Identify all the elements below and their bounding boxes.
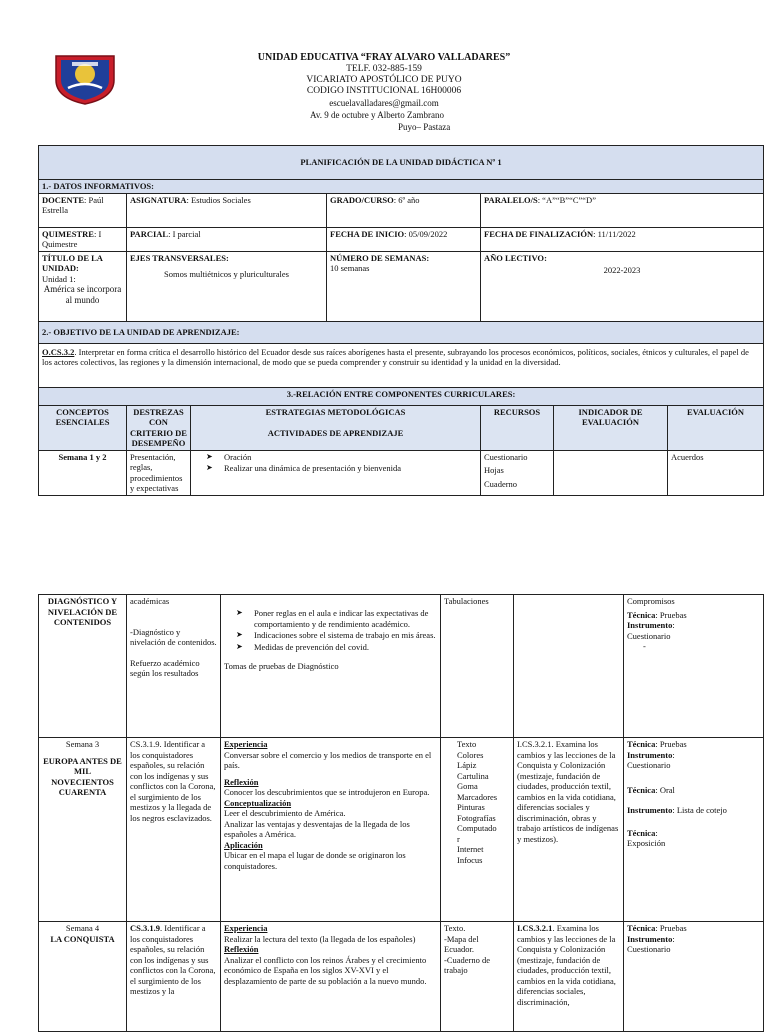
eval-text: Exposición [627,838,666,848]
section-1-label: 1.- DATOS INFORMATIVOS: [42,181,154,191]
week-3-cell [39,738,127,922]
diagnostico-text: -Diagnóstico y nivelación de contenidos. [130,626,217,647]
resource-item: Marcadores [457,791,498,802]
phase-heading: Reflexión [224,776,259,787]
week-3-recursos [441,738,514,922]
eval-label: Técnica [627,784,656,795]
titulo-unidad-label: TÍTULO DE LA UNIDAD [42,252,103,273]
resource-item: r [457,833,460,844]
resource-item: Internet [457,844,484,854]
week-3-destrezas: CS.3.1.9. Identificar a los conquistadores españoles, su relación con los indígenas y sus conflictos con la Corona, el surgimiento de los mestizos y la llegada de los negros esclavizados. [127,738,221,922]
diagnostico-destrezas [127,595,221,738]
indicator-code: I.CS.3.2.1 [517,923,553,933]
week-3-label: Semana 3 [65,739,100,749]
plan-title: PLANIFICACIÓN DE LA UNIDAD DIDÁCTICA Nº 1 [300,157,502,168]
document-header [0,0,768,140]
eval-line [627,750,760,761]
resource-item: Texto [457,739,477,749]
phase-text: Conversar sobre el comercio y los medios de transporte en el país. [224,749,432,770]
week-4-indicador [514,922,624,1032]
objective-text: . Interpretar en forma crítica el desarrollo histórico del Ecuador desde sus raíces aborígenes hasta el presente, subrayando los procesos económicos, políticos, sociales, étnicos y culturales, el papel de los actores colectivos, las regiones y la dimensión internacional, de modo que se pueda comprender y construir su identidad y la unidad en la diversidad. [42,346,749,367]
week-3-title: EUROPA ANTES DE MIL NOVECIENTOS CUARENTA [43,755,122,797]
section-3-header [39,387,764,405]
list-item: ➤ Poner reglas en el aula e indicar las expectativas de comportamiento y de rendimiento académico. [224,608,437,629]
objective-cell [39,343,764,387]
grado-value: : 6º año [393,194,420,205]
parcial-label: PARCIAL [130,228,169,239]
school-city: Puyo– Pastaza [398,122,451,132]
eval-line [627,828,760,839]
diagnostico-evaluacion [624,595,764,738]
indicator-text: . Examina los cambios y las lecciones de la Conquista y Colonización (mestizaje, fundación de ciudades, producción textil, cambios en la vida cotidiana, diferencias sociales, discriminación, [517,923,616,1007]
school-address: Av. 9 de octubre y Alberto Zambrano [310,110,444,120]
eval-label: Técnica [627,609,656,620]
week-1-2-activities [191,450,481,495]
list-item: ➤ Oración [194,452,477,463]
week-4-evaluacion [624,922,764,1032]
week-1-2-label: Semana 1 y 2 [58,451,107,462]
eval-line [627,610,760,621]
fecha-inicio-label: FECHA DE INICIO [330,228,405,239]
eval-line [627,923,760,934]
fecha-inicio-cell [327,227,481,251]
resource-item: -Mapa del Ecuador. [444,933,479,954]
col-conceptos-label: CONCEPTOS ESENCIALES [55,406,110,427]
phase-text: Realizar la lectura del texto (la llegada de los españoles) [224,933,416,944]
diagnostico-text: Tomas de pruebas de Diagnóstico [224,661,339,671]
quimestre-value: : I Quimestre [42,228,102,249]
col-estrategias-label: ESTRATEGIAS METODOLÓGICAS [265,406,406,417]
ano-lectivo-value: 2022-2023 [603,265,641,275]
phase-text: Ubicar en el mapa el lugar de donde se originaron los conquistadores. [224,850,406,871]
eval-label: Instrumento [627,620,673,630]
eval-line [627,739,760,750]
parcial-cell [127,227,327,251]
week-4-destrezas [127,922,221,1032]
section-1-header [39,180,764,194]
section-2-header: 2.- OBJETIVO DE LA UNIDAD DE APRENDIZAJE: [39,321,764,343]
col-evaluacion-header [668,405,764,450]
grado-label: GRADO/CURSO [330,194,394,205]
resource-item: Colores [457,749,484,760]
fecha-fin-cell [481,227,764,251]
phase-text: Leer el descubrimiento de América. [224,808,346,818]
week-3-activities [221,738,441,922]
eval-value: : [672,933,675,944]
semanas-label: NÚMERO DE SEMANAS [330,252,427,263]
diagnostico-recursos: Tabulaciones [441,595,514,738]
col-destrezas-label: DESTREZAS CON CRITERIO DE DESEMPEÑO [130,406,187,448]
fecha-inicio-value: : 05/09/2022 [404,228,448,239]
titulo-unidad-cell: TÍTULO DE LA UNIDAD: Unidad 1: América se incorpora al mundo [39,251,127,321]
week-4-recursos [441,922,514,1032]
resource-item: Lápiz [457,760,477,770]
eval-text: Cuestionario [627,760,671,770]
diagnostico-text: académicas [130,596,170,606]
diagnostico-activities [221,595,441,738]
eval-label: Instrumento [627,805,673,815]
school-code: CODIGO INSTITUCIONAL 16H00006 [306,86,462,96]
section-3-label: 3.-RELACIÓN ENTRE COMPONENTES CURRICULARES: [286,388,516,399]
phase-heading: Reflexión [224,944,259,954]
resource-item: Fotografías [457,812,496,823]
table-row [39,595,764,738]
phase-heading: Experiencia [224,923,268,933]
eval-label: Instrumento [627,749,673,760]
table-row [39,738,764,922]
diagnostico-title: DIAGNÓSTICO Y NIVELACIÓN DE CONTENIDOS [47,596,118,627]
grado-cell [327,193,481,227]
week-4-title: LA CONQUISTA [50,933,115,944]
eval-text: Cuestionario [627,630,671,641]
table-row [39,450,764,495]
resource-item: Cuaderno [484,478,518,489]
phase-heading: Experiencia [224,739,268,749]
school-vicariate: VICARIATO APOSTÓLICO DE PUYO [306,75,462,85]
paralelo-cell [481,193,764,227]
col-estrategias-header [191,405,481,450]
eval-line [627,785,760,796]
eval-line [627,934,760,945]
eval-label: Técnica [627,827,656,838]
eval-value: : Lista de cotejo [672,805,727,815]
week-1-2-cell [39,450,127,495]
eval-line [627,620,760,631]
ejes-value: Somos multiétnicos y pluriculturales [164,269,289,279]
planning-table [38,145,764,496]
eval-label: Técnica [627,739,656,749]
eval-value: : Pruebas [655,609,687,620]
resource-item: Goma [457,781,478,791]
school-email[interactable]: escuelavalladares@gmail.com [329,98,439,108]
planning-table-continued [38,594,764,1032]
col-recursos-label: RECURSOS [493,406,541,417]
eval-value: : [655,827,658,838]
week-1-2-recursos [481,450,554,495]
paralelo-label: PARALELO/S [484,194,538,205]
col-recursos-header [481,405,554,450]
ano-lectivo-label: AÑO LECTIVO [484,252,545,263]
list-item: ➤ Medidas de prevención del covid. [224,642,437,653]
section-2-label: 2.- OBJETIVO DE LA UNIDAD DE APRENDIZAJE [42,326,237,337]
diagnostico-text: Refuerzo académico según los resultados [130,657,200,678]
eval-label: Técnica [627,923,656,933]
paralelo-value: : “A”“B”“C”“D” [537,194,596,205]
asignatura-value: : Estudios Sociales [186,194,251,205]
phase-text: Analizar el conflicto con los reinos Árabes y el crecimiento económico de España en los siglos XV-XVI y el desplazamiento de parte de su población a la nuevo mundo. [224,954,427,986]
eval-line [627,805,760,816]
parcial-value: : I parcial [168,228,201,239]
destreza-code: CS.3.1.9 [130,923,160,933]
week-3-indicador: I.CS.3.2.1. Examina los cambios y las lecciones de la Conquista y Colonización (mestizaje, fundación de ciudades, producción textil, cambios en la vida cotidiana, diferencias sociales y discriminación, obras y trabajo artísticos de indígenas y mestizos). [514,738,624,922]
week-1-2-destrezas: Presentación, reglas, procedimientos y expectativas [127,450,191,495]
ejes-cell: EJES TRANSVERSALES: Somos multiétnicos y pluriculturales [127,251,327,321]
col-destrezas-header [127,405,191,450]
docente-value: : Paúl Estrella [42,194,104,215]
resource-item: Texto. [444,923,466,933]
eval-value: : [672,749,675,760]
eval-value: : Pruebas [655,739,687,749]
quimestre-label: QUIMESTRE [42,228,94,239]
plan-title-cell [39,146,764,180]
col-indicador-label: INDICADOR DE EVALUACIÓN [578,406,643,427]
eval-value: : Oral [655,784,675,795]
col-conceptos-header [39,405,127,450]
quimestre-cell [39,227,127,251]
phase-heading: Aplicación [224,839,263,850]
diagnostico-cell [39,595,127,738]
resource-item: Computado [457,823,497,833]
resource-item: Cuestionario [484,451,528,462]
titulo-unidad-number: Unidad 1: [42,273,76,284]
resource-item: -Cuaderno de trabajo [444,954,491,975]
semanas-cell: NÚMERO DE SEMANAS: 10 semanas [327,251,481,321]
week-1-2-indicador [554,450,668,495]
week-1-2-evaluacion: Acuerdos [668,450,764,495]
fecha-fin-label: FECHA DE FINALIZACIÓN [484,228,594,239]
fecha-fin-value: : 11/11/2022 [593,228,636,239]
semanas-value: 10 semanas [330,263,370,273]
ano-lectivo-cell: AÑO LECTIVO: 2022-2023 [481,251,764,321]
objective-code: O.CS.3.2 [42,346,75,357]
eval-label: Instrumento [627,933,673,944]
docente-label: DOCENTE [42,194,85,205]
diagnostico-indicador [514,595,624,738]
resource-item: Infocus [457,854,483,865]
list-item: ➤ Realizar una dinámica de presentación y bienvenida [194,463,477,474]
resource-item: Cartulina [457,770,489,781]
eval-text: Cuestionario [627,944,671,954]
asignatura-cell [127,193,327,227]
eval-text: - [643,641,646,651]
list-item: ➤ Indicaciones sobre el sistema de trabajo en mis áreas. [224,630,437,641]
eval-value: : Pruebas [655,923,687,933]
resource-item: Pinturas [457,802,485,812]
asignatura-label: ASIGNATURA [130,194,187,205]
week-4-label: Semana 4 [65,923,100,933]
school-phone: TELF. 032-885-159 [346,64,422,74]
destreza-text: . Identificar a los conquistadores españoles, su relación con los indígenas y sus conflictos con la Corona, el surgimiento de los mestizos y la [130,923,216,996]
week-4-cell [39,922,127,1032]
phase-text: Analizar las ventajas y desventajas de la llegada de los españoles a América. [224,818,410,839]
col-indicador-header [554,405,668,450]
table-row [39,922,764,1032]
school-name: UNIDAD EDUCATIVA “FRAY ALVARO VALLADARES” [257,52,511,63]
eval-value: : [672,620,675,630]
week-4-activities [221,922,441,1032]
phase-text: Conocer los descubrimientos que se introdujeron en Europa. [224,787,430,797]
week-3-evaluacion [624,738,764,922]
phase-heading: Conceptualización [224,797,292,808]
ejes-label: EJES TRANSVERSALES [130,252,226,263]
docente-cell [39,193,127,227]
eval-text: Compromisos [627,596,675,606]
col-actividades-label: ACTIVIDADES DE APRENDIZAJE [267,427,404,438]
resource-item: Hojas [484,465,504,475]
titulo-unidad-value: América se incorpora al mundo [43,284,122,305]
col-evaluacion-label: EVALUACIÓN [687,406,745,417]
